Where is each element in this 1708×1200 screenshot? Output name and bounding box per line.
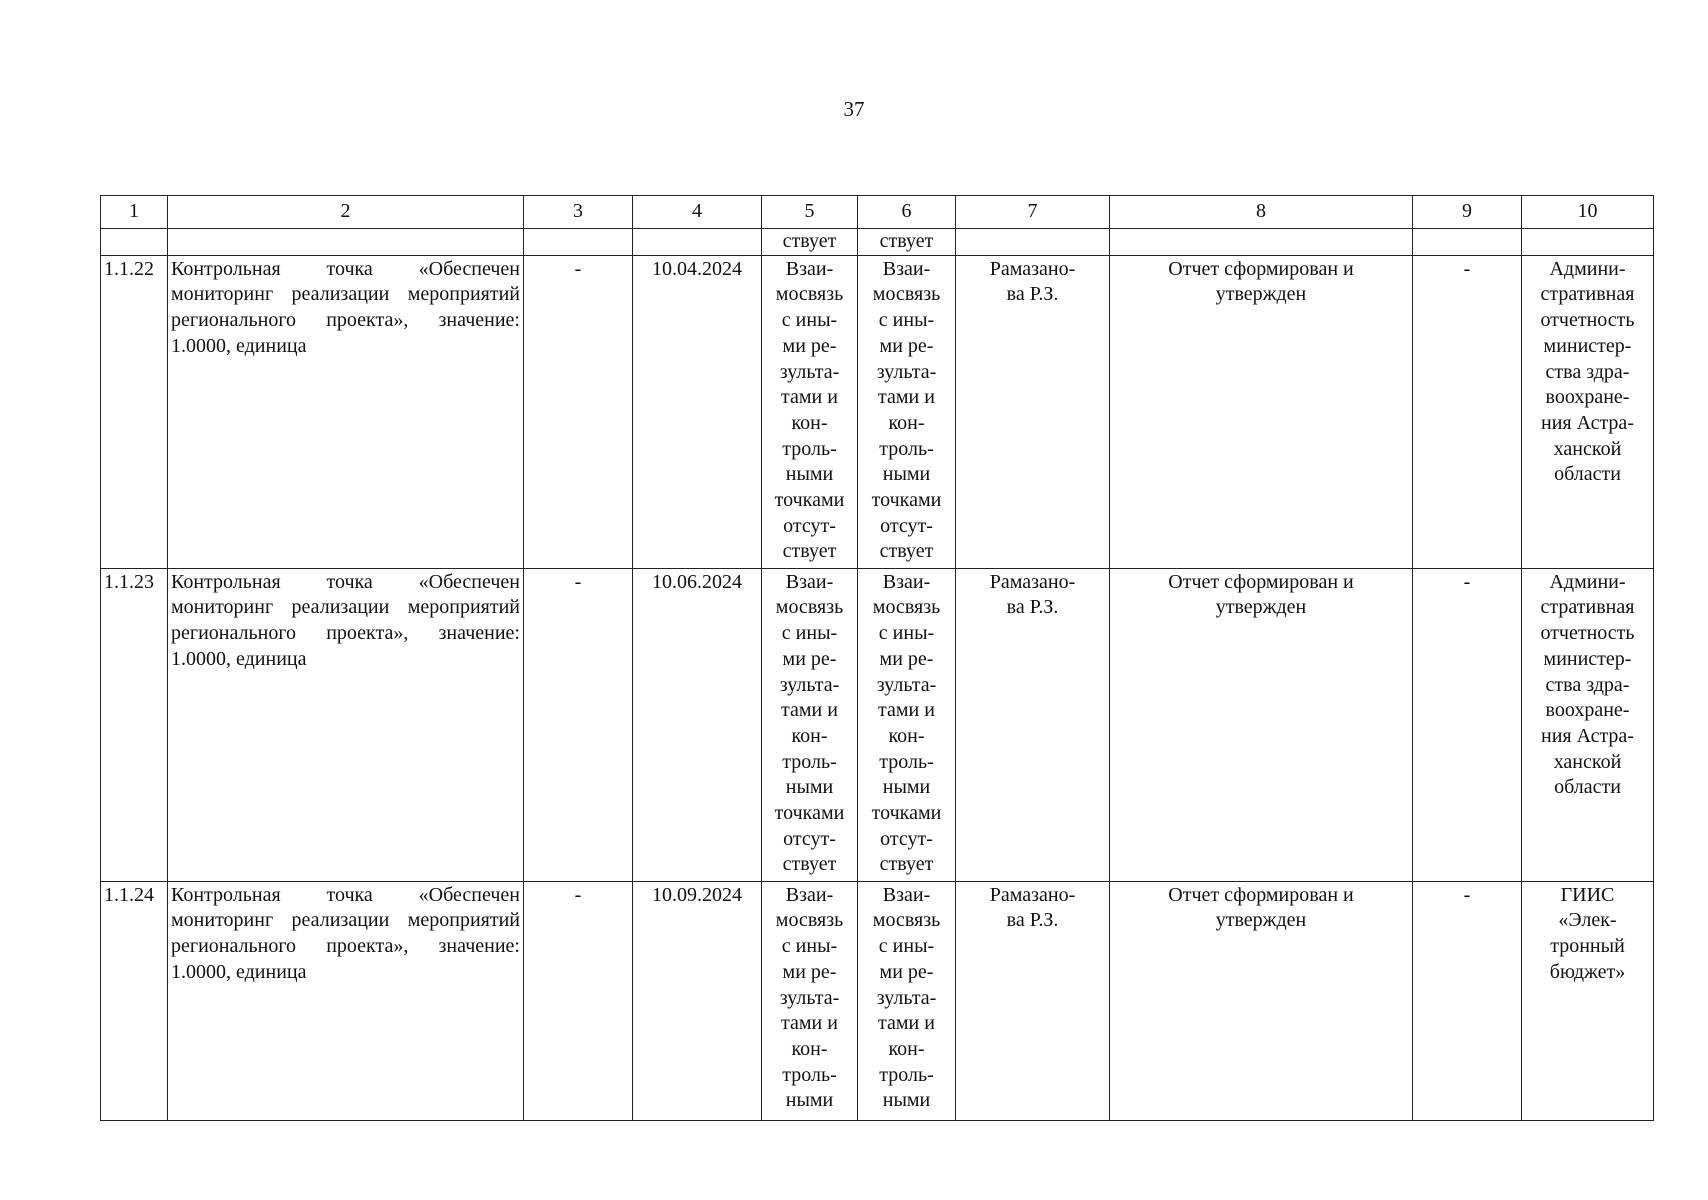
continuation-cell xyxy=(1522,229,1654,256)
row-number: 1.1.23 xyxy=(101,568,168,881)
continuation-cell xyxy=(101,229,168,256)
header-cell: 3 xyxy=(524,196,633,229)
continuation-cell xyxy=(1413,229,1522,256)
continuation-cell: ствует xyxy=(858,229,956,256)
row-number: 1.1.24 xyxy=(101,881,168,1120)
row-description: Контрольная точка «Обеспечен мониторинг реализации мероприятий регионального проекта», значение: 1.0000, единица xyxy=(168,255,524,568)
header-cell: 7 xyxy=(956,196,1110,229)
row-date: 10.09.2024 xyxy=(633,881,762,1120)
header-cell: 1 xyxy=(101,196,168,229)
row-col9: - xyxy=(1413,881,1522,1120)
header-cell: 4 xyxy=(633,196,762,229)
row-col5: Взаи- мосвязь с ины- ми ре- зульта- тами и кон- троль- ными xyxy=(762,881,858,1120)
row-result: Отчет сформирован и утвержден xyxy=(1110,255,1413,568)
control-points-table xyxy=(100,195,1654,1121)
row-responsible: Рамазано- ва Р.З. xyxy=(956,255,1110,568)
header-cell: 10 xyxy=(1522,196,1654,229)
header-cell: 5 xyxy=(762,196,858,229)
row-col3: - xyxy=(524,568,633,881)
row-date: 10.06.2024 xyxy=(633,568,762,881)
row-number: 1.1.22 xyxy=(101,255,168,568)
continuation-row xyxy=(101,229,1654,256)
continuation-cell xyxy=(168,229,524,256)
row-col9: - xyxy=(1413,568,1522,881)
row-col6: Взаи- мосвязь с ины- ми ре- зульта- тами и кон- троль- ными точками отсут- ствует xyxy=(858,255,956,568)
row-source: Админи- стративная отчетность министер- ства здра- воохране- ния Астра- ханской области xyxy=(1522,255,1654,568)
row-source: ГИИС «Элек- тронный бюджет» xyxy=(1522,881,1654,1120)
continuation-cell xyxy=(633,229,762,256)
continuation-cell: ствует xyxy=(762,229,858,256)
row-col6: Взаи- мосвязь с ины- ми ре- зульта- тами и кон- троль- ными xyxy=(858,881,956,1120)
row-result: Отчет сформирован и утвержден xyxy=(1110,881,1413,1120)
continuation-cell xyxy=(1110,229,1413,256)
row-description: Контрольная точка «Обеспечен мониторинг реализации мероприятий регионального проекта», значение: 1.0000, единица xyxy=(168,881,524,1120)
row-responsible: Рамазано- ва Р.З. xyxy=(956,568,1110,881)
header-cell: 9 xyxy=(1413,196,1522,229)
row-col3: - xyxy=(524,881,633,1120)
row-source: Админи- стративная отчетность министер- ства здра- воохране- ния Астра- ханской области xyxy=(1522,568,1654,881)
row-col6: Взаи- мосвязь с ины- ми ре- зульта- тами и кон- троль- ными точками отсут- ствует xyxy=(858,568,956,881)
row-date: 10.04.2024 xyxy=(633,255,762,568)
row-responsible: Рамазано- ва Р.З. xyxy=(956,881,1110,1120)
table-row xyxy=(101,881,1654,1120)
header-cell: 8 xyxy=(1110,196,1413,229)
row-description: Контрольная точка «Обеспечен мониторинг реализации мероприятий регионального проекта», значение: 1.0000, единица xyxy=(168,568,524,881)
header-row xyxy=(101,196,1654,229)
header-cell: 6 xyxy=(858,196,956,229)
row-col3: - xyxy=(524,255,633,568)
row-result: Отчет сформирован и утвержден xyxy=(1110,568,1413,881)
table-row xyxy=(101,255,1654,568)
continuation-cell xyxy=(524,229,633,256)
table-row xyxy=(101,568,1654,881)
page-number: 37 xyxy=(843,97,865,121)
row-col5: Взаи- мосвязь с ины- ми ре- зульта- тами и кон- троль- ными точками отсут- ствует xyxy=(762,255,858,568)
continuation-cell xyxy=(956,229,1110,256)
row-col5: Взаи- мосвязь с ины- ми ре- зульта- тами и кон- троль- ными точками отсут- ствует xyxy=(762,568,858,881)
row-col9: - xyxy=(1413,255,1522,568)
header-cell: 2 xyxy=(168,196,524,229)
